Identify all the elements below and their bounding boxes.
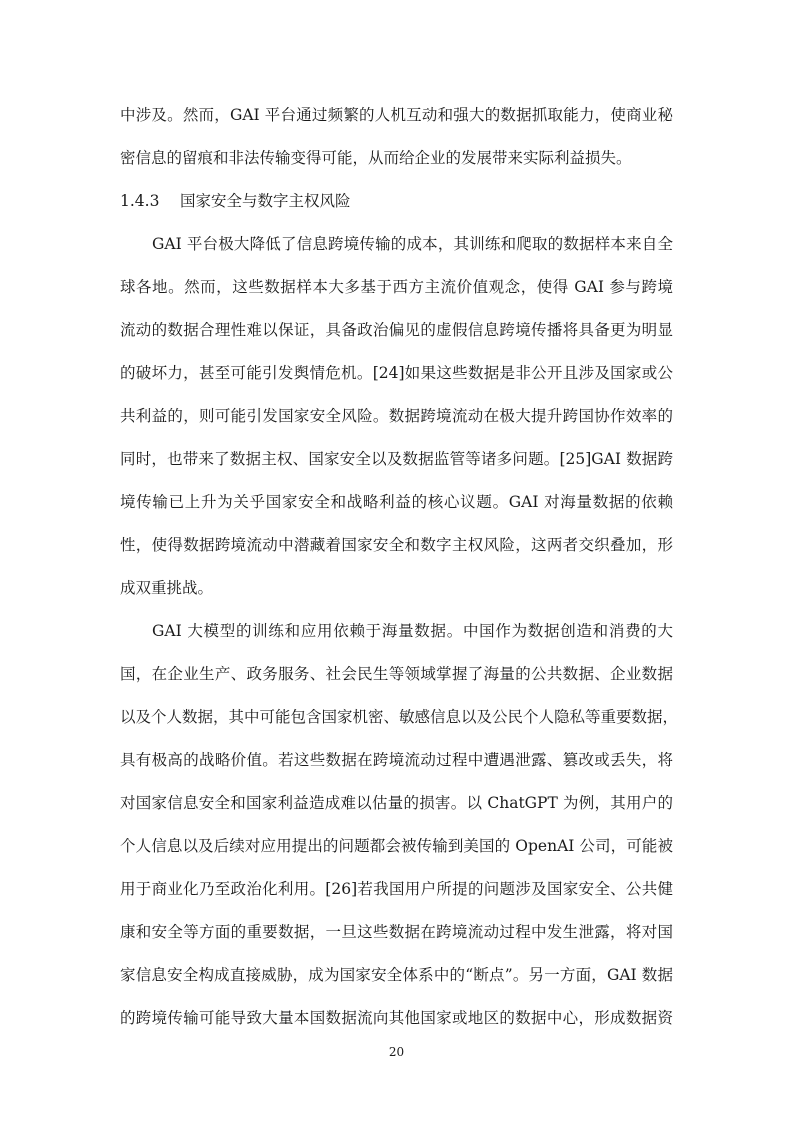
body-line: GAI 大模型的训练和应用依赖于海量数据。中国作为数据创造和消费的大 xyxy=(152,622,673,640)
body-line: 境传输已上升为关乎国家安全和战略利益的核心议题。GAI 对海量数据的依赖 xyxy=(120,493,673,511)
body-line: 以及个人数据，其中可能包含国家机密、敏感信息以及公民个人隐私等重要数据， xyxy=(120,708,679,726)
body-line: 个人信息以及后续对应用提出的问题都会被传输到美国的 OpenAI 公司，可能被 xyxy=(120,837,673,855)
body-line: 的破坏力，甚至可能引发舆情危机。[24]如果这些数据是非公开且涉及国家或公 xyxy=(120,364,673,382)
body-line: 同时，也带来了数据主权、国家安全以及数据监管等诸多问题。[25]GAI 数据跨 xyxy=(120,450,673,468)
page-number: 20 xyxy=(388,1045,405,1059)
body-line: 球各地。然而，这些数据样本大多基于西方主流价值观念，使得 GAI 参与跨境 xyxy=(120,278,673,296)
body-line: 中涉及。然而，GAI 平台通过频繁的人机互动和强大的数据抓取能力，使商业秘 xyxy=(120,106,673,124)
body-line: 康和安全等方面的重要数据，一旦这些数据在跨境流动过程中发生泄露，将对国 xyxy=(120,923,673,941)
body-line: 性，使得数据跨境流动中潜藏着国家安全和数字主权风险，这两者交织叠加，形 xyxy=(120,536,673,554)
body-line: 国，在企业生产、政务服务、社会民生等领域掌握了海量的公共数据、企业数据 xyxy=(120,665,673,683)
section-heading xyxy=(120,191,351,211)
body-line: 具有极高的战略价值。若这些数据在跨境流动过程中遭遇泄露、篡改或丢失，将 xyxy=(120,751,673,769)
section-number: 1.4.3 xyxy=(120,192,160,210)
section-title: 国家安全与数字主权风险 xyxy=(180,192,351,210)
body-line: 共利益的，则可能引发国家安全风险。数据跨境流动在极大提升跨国协作效率的 xyxy=(120,407,673,425)
body-line: 成双重挑战。 xyxy=(120,579,214,597)
body-line: 的跨境传输可能导致大量本国数据流向其他国家或地区的数据中心，形成数据资 xyxy=(120,1009,673,1027)
body-line: 用于商业化乃至政治化利用。[26]若我国用户所提的问题涉及国家安全、公共健 xyxy=(120,880,673,898)
body-line: 对国家信息安全和国家利益造成难以估量的损害。以 ChatGPT 为例，其用户的 xyxy=(120,794,673,812)
body-line: 流动的数据合理性难以保证，具备政治偏见的虚假信息跨境传播将具备更为明显 xyxy=(120,321,673,339)
body-line: 密信息的留痕和非法传输变得可能，从而给企业的发展带来实际利益损失。 xyxy=(120,149,632,167)
body-line: GAI 平台极大降低了信息跨境传输的成本，其训练和爬取的数据样本来自全 xyxy=(152,235,673,253)
body-line: 家信息安全构成直接威胁，成为国家安全体系中的“断点”。另一方面，GAI 数据 xyxy=(120,966,673,984)
